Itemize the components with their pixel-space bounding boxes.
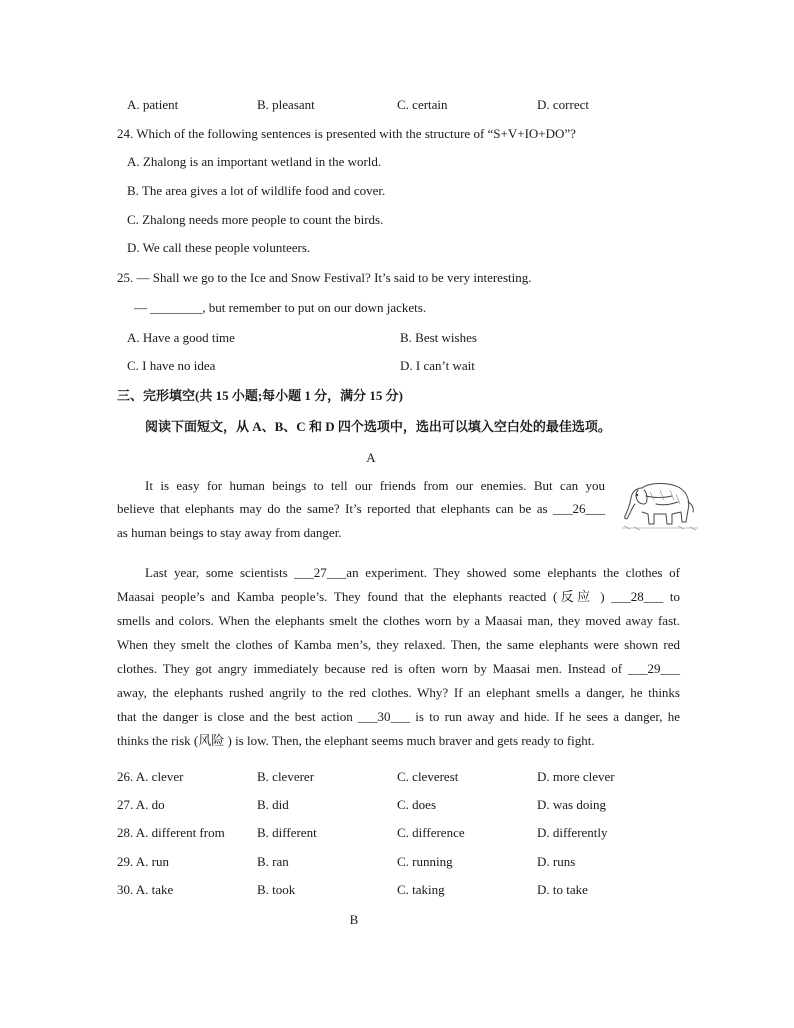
q28-option-b: B. different bbox=[257, 825, 317, 840]
q25-option-a: A. Have a good time bbox=[127, 330, 235, 345]
q24-option-c: C. Zhalong needs more people to count the birds. bbox=[127, 212, 384, 227]
para2-line-8: thinks the risk (风险 ) is low. Then, the elephant seems much braver and gets ready to fight. bbox=[117, 733, 595, 748]
q28-option-d: D. differently bbox=[537, 825, 608, 840]
q28-option-a: 28. A. different from bbox=[117, 825, 225, 840]
q27-option-a: 27. A. do bbox=[117, 797, 165, 812]
q25-reply: — ________, but remember to put on our down jackets. bbox=[134, 300, 427, 315]
elephant-illustration bbox=[620, 474, 700, 532]
q24-stem: 24. Which of the following sentences is presented with the structure of “S+V+IO+DO”? bbox=[117, 126, 576, 141]
para1-line-3: as human beings to stay away from danger. bbox=[117, 525, 342, 540]
q28-option-c: C. difference bbox=[397, 825, 465, 840]
para2-line-2: Maasai people’s and Kamba people’s. They found that the elephants reacted (反应 ) ___28___ to bbox=[117, 589, 680, 604]
para2-line-4: When they smelt the clothes of Kamba men’s, they relaxed. Then, the same elephants were shown red bbox=[117, 637, 680, 652]
q27-option-b: B. did bbox=[257, 797, 289, 812]
q30-option-b: B. took bbox=[257, 882, 296, 897]
q27-option-d: D. was doing bbox=[537, 797, 606, 812]
q29-option-d: D. runs bbox=[537, 854, 576, 869]
q24-option-a: A. Zhalong is an important wetland in the world. bbox=[127, 154, 382, 169]
q30-option-d: D. to take bbox=[537, 882, 588, 897]
para1-line-2: believe that elephants may do the same? It’s reported that elephants can be as ___26___ bbox=[117, 501, 605, 516]
q25-option-d: D. I can’t wait bbox=[400, 358, 475, 373]
q23-option-d: D. correct bbox=[537, 97, 589, 112]
para2-line-5: clothes. They got angry immediately because red is often worn by Maasai men. Instead of ___29___ bbox=[117, 661, 680, 676]
q25-stem: 25. — Shall we go to the Ice and Snow Festival? It’s said to be very interesting. bbox=[117, 270, 532, 285]
q29-option-b: B. ran bbox=[257, 854, 289, 869]
q27-option-c: C. does bbox=[397, 797, 436, 812]
q24-option-d: D. We call these people volunteers. bbox=[127, 240, 311, 255]
passage-a-title: A bbox=[366, 450, 376, 465]
q30-option-c: C. taking bbox=[397, 882, 445, 897]
para1-line-1: It is easy for human beings to tell our friends from our enemies. But can you bbox=[145, 478, 605, 493]
q26-option-d: D. more clever bbox=[537, 769, 615, 784]
section-heading: 三、完形填空(共 15 小题;每小题 1 分，满分 15 分) bbox=[117, 388, 403, 403]
q24-option-b: B. The area gives a lot of wildlife food and cover. bbox=[127, 183, 386, 198]
q26-option-b: B. cleverer bbox=[257, 769, 315, 784]
section-instruction: 阅读下面短文，从 A、B、C 和 D 四个选项中，选出可以填入空白处的最佳选项。 bbox=[145, 419, 611, 434]
para2-line-3: smells and colors. When the elephants smelt the clothes worn by a Maasai man, they moved away fast. bbox=[117, 613, 680, 628]
para2-line-6: away, the elephants rushed angrily to the red clothes. Why? If an elephant smells a danger, he thinks bbox=[117, 685, 680, 700]
q23-option-a: A. patient bbox=[127, 97, 179, 112]
q30-option-a: 30. A. take bbox=[117, 882, 174, 897]
para2-line-7: that the danger is close and the best action ___30___ is to run away and hide. If he sees a danger, he bbox=[117, 709, 680, 724]
q26-option-c: C. cleverest bbox=[397, 769, 459, 784]
q29-option-c: C. running bbox=[397, 854, 453, 869]
passage-b-title: B bbox=[349, 912, 359, 927]
q25-option-b: B. Best wishes bbox=[400, 330, 477, 345]
q25-option-c: C. I have no idea bbox=[127, 358, 216, 373]
q29-option-a: 29. A. run bbox=[117, 854, 169, 869]
para2-line-1: Last year, some scientists ___27___an experiment. They showed some elephants the clothes of bbox=[145, 565, 680, 580]
q26-option-a: 26. A. clever bbox=[117, 769, 184, 784]
q23-option-c: C. certain bbox=[397, 97, 448, 112]
q23-option-b: B. pleasant bbox=[257, 97, 315, 112]
